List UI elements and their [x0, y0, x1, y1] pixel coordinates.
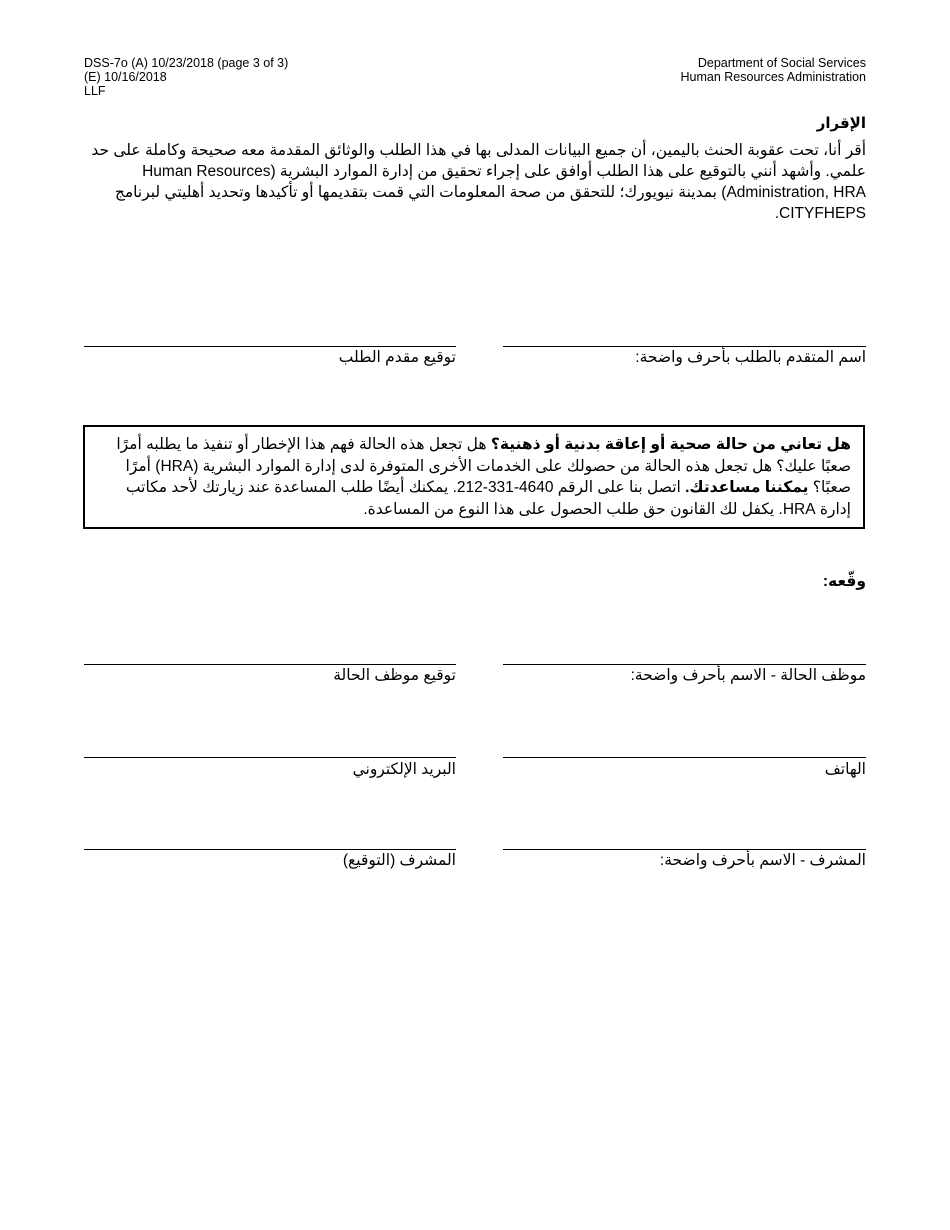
case-worker-name-line[interactable] — [503, 664, 866, 665]
accessibility-notice-box — [83, 425, 865, 529]
applicant-signature-line[interactable] — [84, 346, 456, 347]
supervisor-name-label: المشرف - الاسم بأحرف واضحة: — [659, 852, 866, 869]
applicant-signature-label: توقيع مقدم الطلب — [338, 349, 456, 366]
phone-label: الهاتف — [824, 761, 866, 778]
form-language-code: LLF — [84, 84, 106, 98]
declaration-body: أقر أنا، تحت عقوبة الحنث باليمين، أن جميع البيانات المدلى بها في هذا الطلب والوثائق المقدمة معه صحيحة وكاملة على حد علمي. وأشهد أنني بالتوقيع على هذا الطلب أوافق على إجراء تحقيق من إدارة الموارد البشرية (Human Resources Administration, HRA) بمدينة نيويورك؛ للتحقق من صحة المعلومات التي قمت بتقديمها أو تأكيدها وتحديد أهليتي لبرنامج CITYFHEPS. — [91, 142, 866, 222]
applicant-name-label: اسم المتقدم بالطلب بأحرف واضحة: — [635, 349, 866, 366]
notice-help-statement: يمكننا مساعدتك. — [685, 479, 809, 496]
notice-text-part-1: هل تجعل هذه الحالة فهم هذا الإخطار أو تنفيذ ما يطلبه أمرًا صعبًا عليك؟ هل تجعل هذه الحالة من حصولك على الخدمات الأخرى المتوفرة لدى إدارة الموارد البشرية (HRA) أمرًا صعبًا؟ — [116, 436, 851, 496]
phone-line[interactable] — [503, 757, 866, 758]
supervisor-name-line[interactable] — [503, 849, 866, 850]
case-worker-name-label: موظف الحالة - الاسم بأحرف واضحة: — [630, 667, 866, 684]
agency-block — [681, 56, 867, 84]
case-worker-signature-label: توقيع موظف الحالة — [333, 667, 456, 684]
case-worker-signature-line[interactable] — [84, 664, 456, 665]
applicant-name-line[interactable] — [503, 346, 866, 347]
email-label: البريد الإلكتروني — [352, 761, 456, 778]
administration-name: Human Resources Administration — [680, 70, 866, 84]
supervisor-signature-label: المشرف (التوقيع) — [342, 852, 456, 869]
form-id: DSS-7o (A) 10/23/2018 (page 3 of 3) — [84, 56, 289, 70]
form-id-block — [84, 56, 288, 98]
notice-text-part-2: اتصل بنا على الرقم 4640-331-212. يمكنك أيضًا طلب المساعدة عند زيارتك لأحد مكاتب إدارة HRA. يكفل لك القانون حق طلب الحصول على هذا النوع من المساعدة. — [125, 479, 851, 518]
email-line[interactable] — [84, 757, 456, 758]
notice-question: هل تعاني من حالة صحية أو إعاقة بدنية أو ذهنية؟ — [490, 436, 851, 453]
declaration-title: الإقرار — [816, 115, 866, 132]
supervisor-signature-line[interactable] — [84, 849, 456, 850]
department-name: Department of Social Services — [697, 56, 866, 70]
form-english-date: (E) 10/16/2018 — [84, 70, 167, 84]
signed-by-label: وقّعه: — [822, 573, 866, 590]
accessibility-notice-text — [97, 434, 851, 520]
